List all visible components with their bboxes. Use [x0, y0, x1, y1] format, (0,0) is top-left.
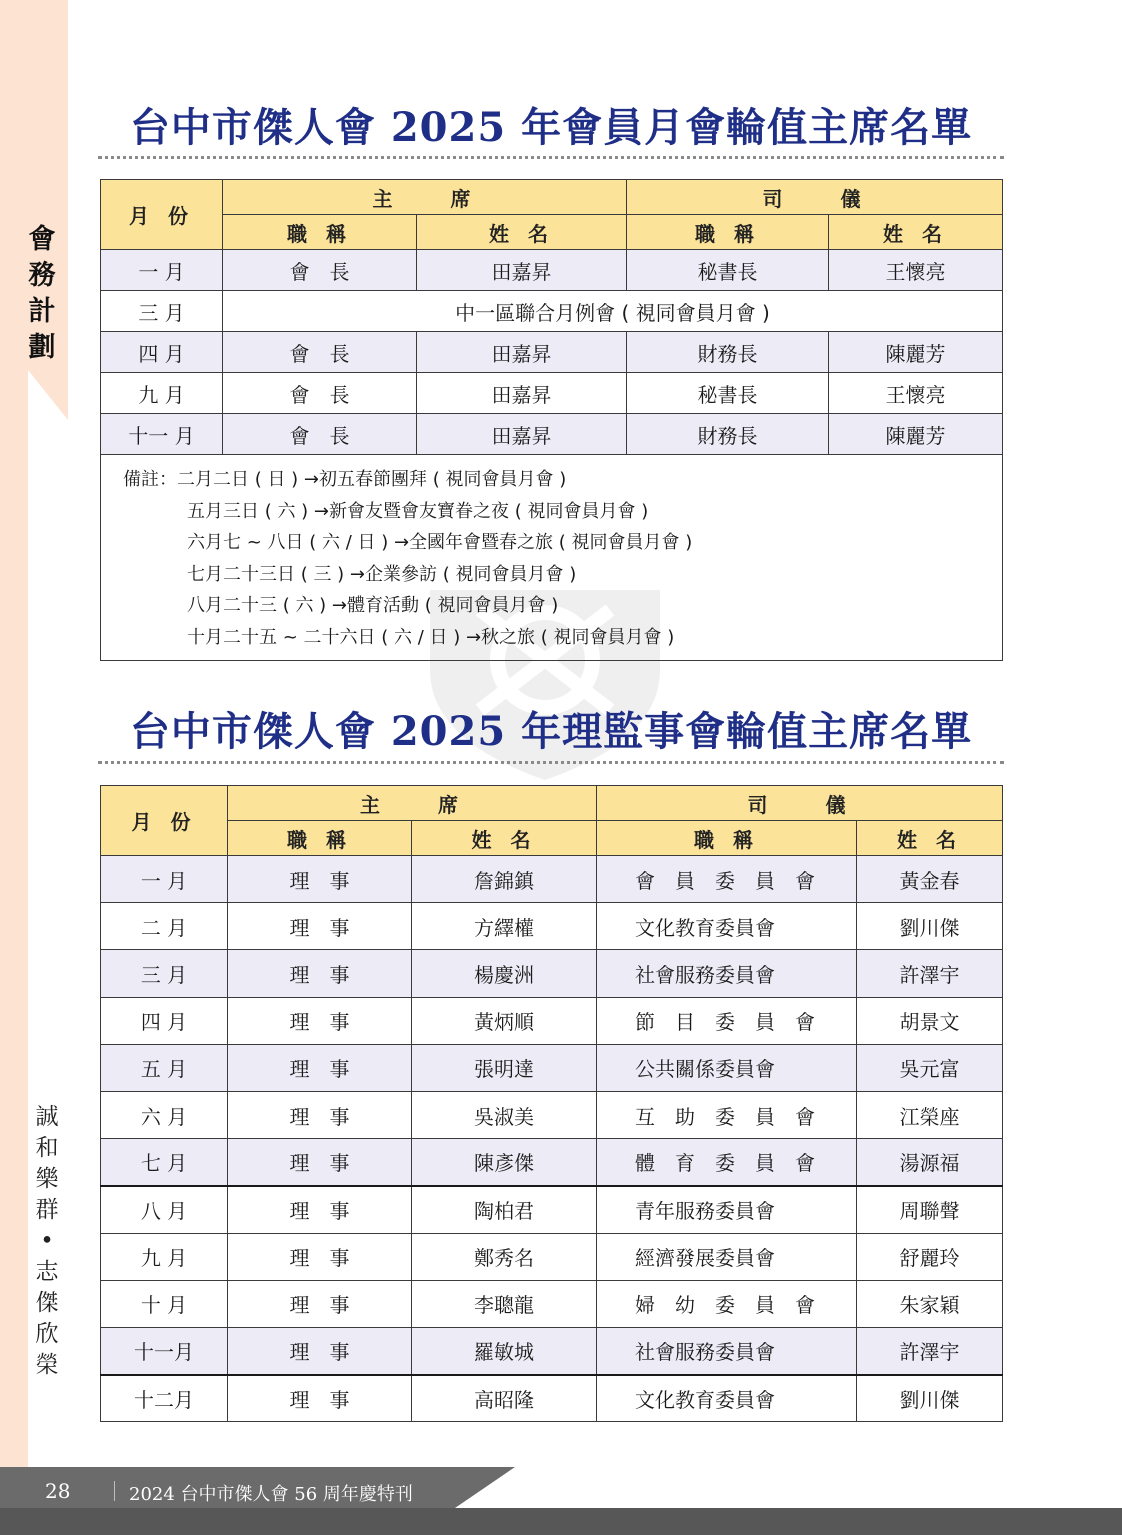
emcee-name-cell: 許澤宇: [857, 950, 1003, 997]
notes-cell: [101, 455, 1003, 661]
committee-cell: 社會服務委員會: [597, 950, 857, 997]
month-cell: 十 月: [101, 1280, 228, 1327]
emcee-title-cell: 秘書長: [627, 250, 829, 291]
member-meeting-table: [100, 179, 1003, 661]
note-line: 十月二十五 ~ 二十六日 ( 六 / 日 ) →秋之旅 ( 視同會員月會 ): [187, 626, 675, 648]
chair-title-cell: 會 長: [223, 373, 417, 414]
committee-cell: 公共關係委員會: [597, 1044, 857, 1091]
chair-title-cell: 會 長: [223, 332, 417, 373]
month-cell: 十二月: [101, 1375, 228, 1422]
month-cell: 十一月: [101, 1327, 228, 1374]
chair-name-cell: 楊慶洲: [412, 950, 597, 997]
note-line: 五月三日 ( 六 ) →新會友暨會友寶眷之夜 ( 視同會員月會 ): [187, 500, 649, 522]
committee-cell: 體 育 委 員 會: [597, 1139, 857, 1186]
motto-char: 傑: [35, 1290, 59, 1316]
committee-cell: 經濟發展委員會: [597, 1233, 857, 1280]
header-emcee-name: 姓 名: [857, 821, 1003, 856]
header-emcee: 司 儀: [627, 180, 1003, 215]
header-month: 月 份: [101, 180, 223, 250]
header-chair-name: 姓 名: [417, 215, 627, 250]
chair-title-cell: 會 長: [223, 250, 417, 291]
committee-cell: 互 助 委 員 會: [597, 1091, 857, 1138]
emcee-name-cell: 舒麗玲: [857, 1233, 1003, 1280]
committee-cell: 會 員 委 員 會: [597, 856, 857, 903]
header-chair: 主 席: [223, 180, 627, 215]
motto-char: 群: [35, 1197, 59, 1223]
motto-char: 樂: [35, 1166, 59, 1192]
chair-name-cell: 陳彥傑: [412, 1139, 597, 1186]
chair-title-cell: 理 事: [228, 1375, 412, 1422]
header-emcee-title: 職 稱: [597, 821, 857, 856]
publication-title: 2024 台中市傑人會 56 周年慶特刊: [129, 1484, 413, 1505]
member-meeting-title: 台中市傑人會 2025 年會員月會輪值主席名單: [129, 104, 973, 151]
section-label: [26, 222, 58, 366]
chair-name-cell: 田嘉昇: [417, 332, 627, 373]
table-row: [101, 373, 1003, 414]
merged-event-cell: 中一區聯合月例會 ( 視同會員月會 ): [223, 291, 1003, 332]
header-emcee-title: 職 稱: [627, 215, 829, 250]
emcee-name-cell: 周聯聲: [857, 1186, 1003, 1233]
emcee-title-cell: 財務長: [627, 414, 829, 455]
chair-name-cell: 鄭秀名: [412, 1233, 597, 1280]
month-cell: 八 月: [101, 1186, 228, 1233]
emcee-title-cell: 財務長: [627, 332, 829, 373]
note-line: 六月七 ~ 八日 ( 六 / 日 ) →全國年會暨春之旅 ( 視同會員月會 ): [187, 532, 693, 553]
motto-char: 誠: [35, 1104, 59, 1130]
section-char: 計: [28, 296, 56, 327]
motto-char: 榮: [35, 1352, 59, 1378]
emcee-name-cell: 陳麗芳: [829, 332, 1003, 373]
month-cell: 七 月: [101, 1139, 228, 1186]
chair-title-cell: 理 事: [228, 903, 412, 950]
month-cell: 四 月: [101, 332, 223, 373]
board-meeting-table: [100, 785, 1003, 1422]
section-char: 會: [28, 224, 56, 255]
emcee-name-cell: 王懷亮: [829, 250, 1003, 291]
table-row: [101, 1375, 1003, 1422]
chair-name-cell: 吳淑美: [412, 1091, 597, 1138]
table-row: [101, 1139, 1003, 1186]
emcee-name-cell: 湯源福: [857, 1139, 1003, 1186]
committee-cell: 文化教育委員會: [597, 903, 857, 950]
header-chair-name: 姓 名: [412, 821, 597, 856]
committee-cell: 社會服務委員會: [597, 1327, 857, 1374]
chair-name-cell: 詹錦鎮: [412, 856, 597, 903]
footer-separator: [114, 1481, 115, 1501]
month-cell: 九 月: [101, 373, 223, 414]
table-row: [101, 414, 1003, 455]
chair-name-cell: 田嘉昇: [417, 414, 627, 455]
table-row: [101, 903, 1003, 950]
note-line: 七月二十三日 ( 三 ) →企業參訪 ( 視同會員月會 ): [187, 563, 577, 585]
board-meeting-title: 台中市傑人會 2025 年理監事會輪值主席名單: [129, 708, 973, 755]
committee-cell: 婦 幼 委 員 會: [597, 1280, 857, 1327]
chair-name-cell: 田嘉昇: [417, 250, 627, 291]
emcee-name-cell: 朱家穎: [857, 1280, 1003, 1327]
chair-title-cell: 理 事: [228, 997, 412, 1044]
header-chair: 主 席: [228, 786, 597, 821]
motto: [30, 1102, 64, 1381]
table-row: [101, 1186, 1003, 1233]
emcee-name-cell: 王懷亮: [829, 373, 1003, 414]
month-cell: 三 月: [101, 950, 228, 997]
title-divider: [98, 761, 1004, 764]
table-row: [101, 1091, 1003, 1138]
table-row: [101, 250, 1003, 291]
month-cell: 五 月: [101, 1044, 228, 1091]
emcee-name-cell: 黃金春: [857, 856, 1003, 903]
motto-char: 欣: [35, 1321, 59, 1347]
month-cell: 十一 月: [101, 414, 223, 455]
chair-title-cell: 理 事: [228, 1327, 412, 1374]
emcee-title-cell: 秘書長: [627, 373, 829, 414]
emcee-name-cell: 劉川傑: [857, 903, 1003, 950]
emcee-name-cell: 劉川傑: [857, 1375, 1003, 1422]
chair-name-cell: 張明達: [412, 1044, 597, 1091]
chair-title-cell: 理 事: [228, 950, 412, 997]
table-row: [101, 291, 1003, 332]
chair-title-cell: 理 事: [228, 856, 412, 903]
table-row: [101, 997, 1003, 1044]
table-row: [101, 1233, 1003, 1280]
note-line: 備註：二月二日 ( 日 ) →初五春節團拜 ( 視同會員月會 ): [123, 469, 567, 490]
chair-name-cell: 陶柏君: [412, 1186, 597, 1233]
month-cell: 四 月: [101, 997, 228, 1044]
chair-name-cell: 方繹權: [412, 903, 597, 950]
month-cell: 二 月: [101, 903, 228, 950]
chair-name-cell: 羅敏城: [412, 1327, 597, 1374]
header-chair-title: 職 稱: [223, 215, 417, 250]
title-divider: [98, 156, 1004, 159]
month-cell: 九 月: [101, 1233, 228, 1280]
table-row: [101, 1327, 1003, 1374]
emcee-name-cell: 陳麗芳: [829, 414, 1003, 455]
section-char: 務: [28, 260, 56, 291]
chair-title-cell: 理 事: [228, 1091, 412, 1138]
footer-bar: [0, 1508, 1122, 1535]
chair-title-cell: 理 事: [228, 1139, 412, 1186]
header-chair-title: 職 稱: [228, 821, 412, 856]
section-char: 劃: [28, 332, 56, 363]
chair-title-cell: 會 長: [223, 414, 417, 455]
month-cell: 六 月: [101, 1091, 228, 1138]
emcee-name-cell: 胡景文: [857, 997, 1003, 1044]
motto-char: 志: [35, 1259, 59, 1285]
month-cell: 三 月: [101, 291, 223, 332]
table-row: [101, 332, 1003, 373]
emcee-name-cell: 吳元富: [857, 1044, 1003, 1091]
table-row: [101, 856, 1003, 903]
header-emcee-name: 姓 名: [829, 215, 1003, 250]
chair-name-cell: 高昭隆: [412, 1375, 597, 1422]
emcee-name-cell: 江榮座: [857, 1091, 1003, 1138]
side-band-notch: [28, 370, 68, 420]
chair-title-cell: 理 事: [228, 1044, 412, 1091]
committee-cell: 節 目 委 員 會: [597, 997, 857, 1044]
footer-tab-slant: [455, 1467, 515, 1508]
committee-cell: 青年服務委員會: [597, 1186, 857, 1233]
table-row: [101, 950, 1003, 997]
chair-name-cell: 黃炳順: [412, 997, 597, 1044]
chair-title-cell: 理 事: [228, 1186, 412, 1233]
chair-title-cell: 理 事: [228, 1233, 412, 1280]
page-number: 28: [45, 1479, 71, 1503]
note-line: 八月二十三 ( 六 ) →體育活動 ( 視同會員月會 ): [187, 595, 559, 616]
table-row: [101, 1280, 1003, 1327]
chair-name-cell: 田嘉昇: [417, 373, 627, 414]
emcee-name-cell: 許澤宇: [857, 1327, 1003, 1374]
table-row: [101, 1044, 1003, 1091]
month-cell: 一 月: [101, 250, 223, 291]
motto-char: 和: [35, 1135, 59, 1161]
committee-cell: 文化教育委員會: [597, 1375, 857, 1422]
header-emcee: 司 儀: [597, 786, 1003, 821]
motto-char: •: [40, 1228, 54, 1254]
header-month: 月 份: [101, 786, 228, 856]
chair-title-cell: 理 事: [228, 1280, 412, 1327]
month-cell: 一 月: [101, 856, 228, 903]
chair-name-cell: 李聰龍: [412, 1280, 597, 1327]
